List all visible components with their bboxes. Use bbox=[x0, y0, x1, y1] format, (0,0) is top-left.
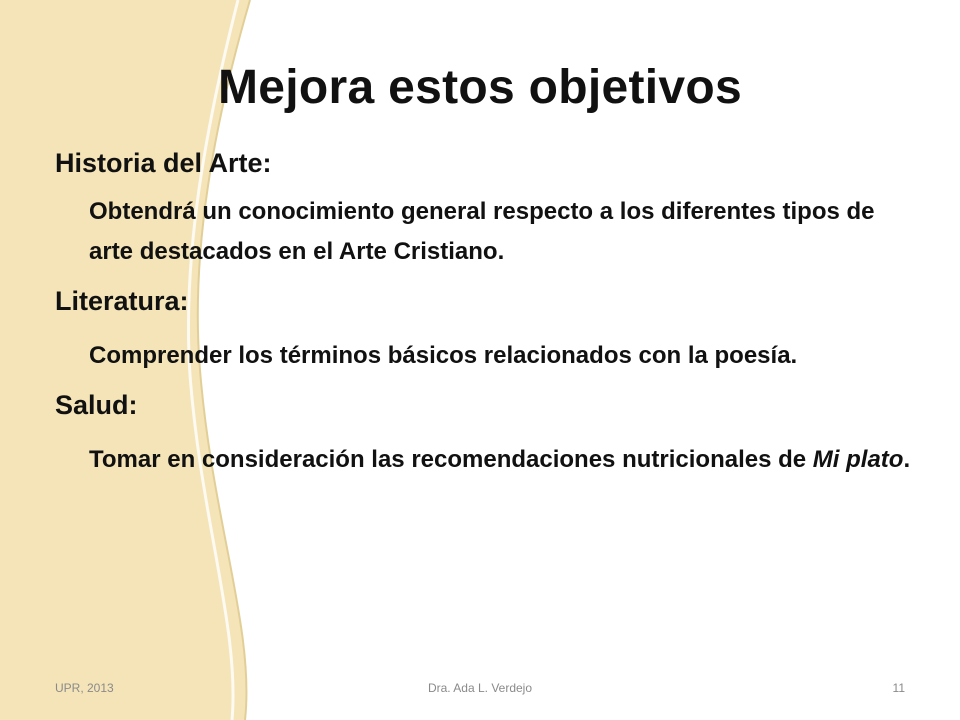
objective-salud-end: . bbox=[903, 446, 911, 473]
slide-number: 11 bbox=[892, 681, 905, 695]
heading-historia-arte: Historia del Arte: bbox=[55, 148, 272, 178]
slide-title: Mejora estos objetivos bbox=[217, 61, 743, 114]
heading-salud: Salud: bbox=[55, 390, 138, 420]
footer-date: UPR, 2013 bbox=[55, 681, 114, 695]
objective-literatura: Comprender los términos básicos relacionados con la poesía. bbox=[89, 342, 798, 369]
footer-author: Dra. Ada L. Verdejo bbox=[427, 681, 533, 695]
mi-plato-emphasis: Mi plato bbox=[812, 446, 904, 473]
objectives-content bbox=[55, 140, 915, 480]
heading-literatura: Literatura: bbox=[55, 286, 189, 316]
objective-historia-arte: Obtendrá un conocimiento general respecto a los diferentes tipos de arte destacados en el Arte Cristiano. bbox=[89, 198, 875, 265]
objective-salud-text: Tomar en consideración las recomendaciones nutricionales de bbox=[89, 446, 813, 473]
objective-salud bbox=[89, 440, 915, 480]
